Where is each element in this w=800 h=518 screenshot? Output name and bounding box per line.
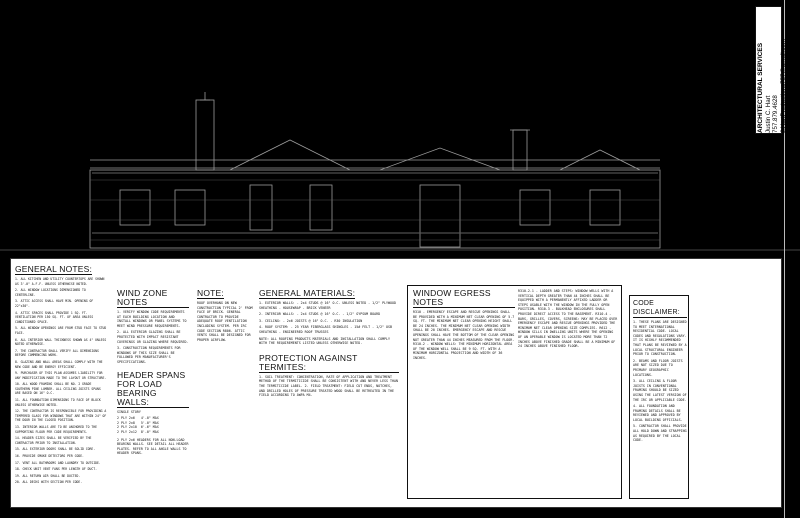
egress-text: R310 - EMERGENCY ESCAPE AND RESCUE OPENINGS SHALL BE PROVIDED WITH A MINIMUM NET CLEAR OPENING OF 5.7 SQ. FT. THE MINIMUM NET CLEAR OPENING HEIGHT SHALL BE 24 INCHES. THE MINIMUM NET CLEAR OPENING WIDTH SHALL BE 20 INCHES. EMERGENCY ESCAPE AND RESCUE OPENINGS SHALL HAVE THE BOTTOM OF THE CLEAR OPENING NOT GREATER THAN 44 INCHES MEASURED FROM THE FLOOR. R310.2 - WINDOW WELLS: THE MINIMUM HORIZONTAL AREA OF THE WINDOW WELL SHALL BE 9 SQ. FT. WITH A MINIMUM HORIZONTAL PROJECTION AND WIDTH OF 36 INCHES. xyxy=(413,310,515,360)
span-max: 4'-0" MAX xyxy=(140,416,159,421)
header-spans-title: HEADER SPANS FOR LOAD BEARING WALLS: xyxy=(117,371,189,408)
general-note: 6. ALL INTERIOR WALL THICKNESS SHOWN AS 4" UNLESS NOTED OTHERWISE. xyxy=(15,337,107,347)
material-item: 1. EXTERIOR WALLS: - 2x4 STUDS @ 16" O.C. UNLESS NOTED - 1/2" PLYWOOD SHEATHING - HOUSEWRAP - BRICK VENEER xyxy=(259,301,396,310)
general-notes-title: GENERAL NOTES: xyxy=(15,264,93,274)
header-spans-note: 2 PLY 2x6 HEADERS FOR ALL NON-LOAD BEARING WALLS. SEE DETAIL ALL HEADER PLATES. REFER TO ALL ANGLE WALLS TO HEADER SPANS. xyxy=(117,437,189,456)
disclaimer-item: 3. ALL CEILING & FLOOR JOISTS IN CONVENTIONAL FRAMING SHOULD BE SIZED USING THE LATEST VERSION OF THE IRC OR APPLICABLE CODE. xyxy=(633,379,687,402)
general-note: 11. ALL FOUNDATION DIMENSIONS TO FACE OF BLOCK UNLESS OTHERWISE NOTED. xyxy=(15,398,101,407)
general-note: 13. INTERIOR WALLS ARE TO BE ANCHORED TO THE SUPPORTING FLOOR PER CODE REQUIREMENTS. xyxy=(15,425,97,434)
general-note: 17. VENT ALL BATHROOMS AND LAUNDRY TO OUTSIDE. xyxy=(15,460,101,465)
header-spans-subtitle: SINGLE STORY xyxy=(117,409,141,414)
span-max: 5'-0" MAX xyxy=(140,420,159,425)
disclaimer-item: 5. CONTRACTOR SHALL PROVIDE ALL HOLD DOWN AND STRAPPING AS REQUIRED BY THE LOCAL CODE. xyxy=(633,424,687,443)
general-note: 5. ALL WINDOW OPENINGS ARE FROM STUD FACE TO STUD FACE. xyxy=(15,326,107,335)
roof-note xyxy=(197,289,253,344)
general-note: 9. PURCHASER OF THIS PLAN ASSUMES LIABILITY FOR ANY MODIFICATION MADE TO THE LAYOUT OR STRUCTURE. xyxy=(15,371,107,380)
span-size: 2 PLY 2x6 xyxy=(117,416,135,421)
egress-notes-right xyxy=(518,289,618,351)
disclaimer-item: 1. THESE PLANS ARE DESIGNED TO MEET INTERNATIONAL RESIDENTIAL CODE. LOCAL CODES AND REGULATIONS VARY. IT IS HIGHLY RECOMMENDED THAT PLANS BE REVIEWED BY A LOCAL STRUCTURAL ENGINEER PRIOR TO CONSTRUCTION. xyxy=(633,320,687,357)
disclaimer-title: CODE DISCLAIMER: xyxy=(633,299,687,318)
designer-phone: 757.879.4628 xyxy=(772,95,779,133)
termites-text: 1. SOIL TREATMENT: CONCENTRATION, RATE OF APPLICATION AND TREATMENT METHOD OF THE TERMITICIDE SHALL BE CONSISTENT WITH AND NEVER LESS THAN THE TERMITICIDE LABEL. 2. FIELD TREATMENT: FIELD CUT ENDS, NOTCHES, AND DRILLED HOLES OF PRESSURE TREATED WOOD SHALL BE RETREATED IN THE FIELD ACCORDING TO AWPA M4. xyxy=(259,374,398,398)
table-row xyxy=(117,430,163,435)
span-size: 2 PLY 2x12 xyxy=(117,429,137,434)
span-max: 8'-0" MAX xyxy=(140,429,159,434)
general-note: 20. ALL DECKS WITH SECTION PER CODE. xyxy=(15,480,83,485)
title-block xyxy=(755,6,787,134)
notes-sheet xyxy=(10,258,782,508)
materials-title: GENERAL MATERIALS: xyxy=(259,288,356,298)
note-title: NOTE: xyxy=(197,288,224,298)
disclaimer-item: 4. ALL FOUNDATION AND FRAMING DETAILS SHALL BE REVIEWED AND APPROVED BY LOCAL BUILDING OFFICIALS. xyxy=(633,404,683,422)
general-note: 8. GLAZING AND WALL AREAS SHALL COMPLY WITH THE NEW CODE AND BE ENERGY EFFICIENT. xyxy=(15,359,103,369)
egress-title: WINDOW EGRESS NOTES xyxy=(413,289,515,308)
wind-zone-notes xyxy=(117,289,189,458)
header-spans-table xyxy=(117,416,163,434)
designer-name: Justin C. Hart xyxy=(764,95,772,133)
span-max: 6'-6" MAX xyxy=(140,425,159,430)
span-size: 2 PLY 2x8 xyxy=(117,420,135,425)
general-note: 18. CHECK UNIT VENT FANS PER LENGTH OF DUCT. xyxy=(15,467,97,472)
general-note: 12. THE CONTRACTOR IS RESPONSIBLE FOR PROVIDING A TEMPERED GLASS FOR WINDOWS THAT ARE WITHIN 24" OF THE DOOR IN THE CLOSED POSITION. xyxy=(15,409,107,423)
materials-footer: NOTE: ALL ROOFING PRODUCTS MATERIALS AND INSTALLATION SHALL COMPLY WITH THE REQUIREMENTS LISTED UNLESS OTHERWISE NOTED. xyxy=(259,336,391,346)
disclaimer-item: 2. BEAMS AND FLOOR JOISTS ARE NOT SIZED DUE TO PRIMARY GEOGRAPHIC LOCATIONS. xyxy=(633,358,683,377)
general-note: 4. ATTIC SPACES SHALL PROVIDE 1 SQ. FT. VENTILATION PER 150 SQ. FT. OF AREA UNLESS CONDITIONED SPACE. xyxy=(15,310,94,324)
general-note: 1. ALL KITCHEN AND UTILITY COUNTERTOPS ARE SHOWN AS 3'-0" A.F.F. UNLESS OTHERWISE NOTED. xyxy=(15,277,105,286)
general-note: 14. HEADER SIZES SHALL BE VERIFIED BY THE CONTRACTOR PRIOR TO INSTALLATION. xyxy=(15,436,92,445)
firm-name: ARCHITECTURAL SERVICES xyxy=(757,42,764,133)
general-notes xyxy=(15,265,107,487)
wind-zone-note: 3. CONSTRUCTION REQUIREMENTS FOR WINDOWS OF THIS SIZE SHALL BE FOLLOWED PER MANUFACTURER'S SPECIFICATIONS. xyxy=(117,346,181,364)
material-item: 2. INTERIOR WALLS: - 2x4 STUDS @ 16" O.C. - 1/2" GYPSUM BOARD xyxy=(259,312,381,317)
general-note: 19. ALL RETURN AIR SHALL BE DUCTED. xyxy=(15,473,81,478)
general-note: 10. ALL WOOD FRAMING SHALL BE NO. 2 GRADE SOUTHERN PINE LUMBER. ALL CEILING JOISTS SPANS ARE BASED ON 16" O.C. xyxy=(15,382,101,396)
designer-email: J.HartProductions757@gmail.com xyxy=(779,39,787,133)
termites-title: PROTECTION AGAINST TERMITES: xyxy=(259,354,399,373)
material-item: 4. ROOF SYSTEM: - 25 YEAR FIBERGLASS SHINGLES - 15# FELT - 1/2" OSB SHEATHING - ENGINEERED ROOF TRUSSES xyxy=(259,325,392,334)
egress-text: R310.2.1 - LADDER AND STEPS: WINDOW WELLS WITH A VERTICAL DEPTH GREATER THAN 44 INCHES SHALL BE EQUIPPED WITH A PERMANENTLY AFFIXED LADDER OR STEPS USABLE WITH THE WINDOW IN THE FULLY OPEN POSITION. R310.3 - BULKHEAD ENCLOSURES SHALL PROVIDE DIRECT ACCESS TO THE BASEMENT. R310.4 - BARS, GRILLES, COVERS, SCREENS: MAY BE PLACED OVER EMERGENCY ESCAPE AND RESCUE OPENINGS PROVIDED THE MINIMUM NET CLEAR OPENING SIZE COMPLIES. R612 - WINDOW SILLS IN DWELLING UNITS WHERE THE OPENING OF AN OPERABLE WINDOW IS LOCATED MORE THAN 72 INCHES ABOVE FINISHED GRADE SHALL BE A MINIMUM OF 24 INCHES ABOVE FINISHED FLOOR. xyxy=(518,289,618,349)
wind-zone-title: WIND ZONE NOTES xyxy=(117,289,189,308)
general-note: 15. ALL EXTERIOR DOORS SHALL BE SOLID CORE. xyxy=(15,447,96,452)
note-text: ROOF OVERHANG ON NEW CONSTRUCTION TYPICAL 2' FROM FACE OF BRICK. GENERAL CONTRACTOR TO PROVIDE ADEQUATE ROOF VENTILATION INCLUDING SYSTEM. PER IRC CODE SECTION R806. ATTIC VENTS SHALL BE DESIGNED FOR PROPER AIRFLOW. xyxy=(197,301,253,342)
general-note: 7. THE CONTRACTOR SHALL VERIFY ALL DIMENSIONS BEFORE COMMENCING WORK. xyxy=(15,348,99,358)
general-note: 2. ALL WINDOW LOCATIONS DIMENSIONED TO CENTERLINE. xyxy=(15,288,86,297)
span-size: 2 PLY 2x10 xyxy=(117,425,137,430)
material-item: 3. CEILING: - 2x6 JOISTS @ 16" O.C. - R30 INSULATION xyxy=(259,318,363,323)
wind-zone-note: 1. VERIFY WINDOW CODE REQUIREMENTS AT EACH BUILDING LOCATION AND INSTALL WINDOWS OR PANEL SYSTEMS TO MEET WIND PRESSURE REQUIREMENTS. xyxy=(117,310,187,328)
general-note: 3. ATTIC ACCESS SHALL HAVE MIN. OPENING OF 22"x30". xyxy=(15,299,94,308)
egress-notes-left xyxy=(413,289,515,363)
wind-zone-note: 2. ALL EXTERIOR GLAZING SHALL BE PROTECTED WITH IMPACT RESISTANT COVERINGS OR GLAZING WHERE REQUIRED. xyxy=(117,330,189,344)
header-spans xyxy=(117,371,189,456)
code-disclaimer xyxy=(633,299,687,445)
general-materials xyxy=(259,289,399,400)
general-note: 16. PROVIDE SMOKE DETECTORS PER CODE. xyxy=(15,454,84,458)
